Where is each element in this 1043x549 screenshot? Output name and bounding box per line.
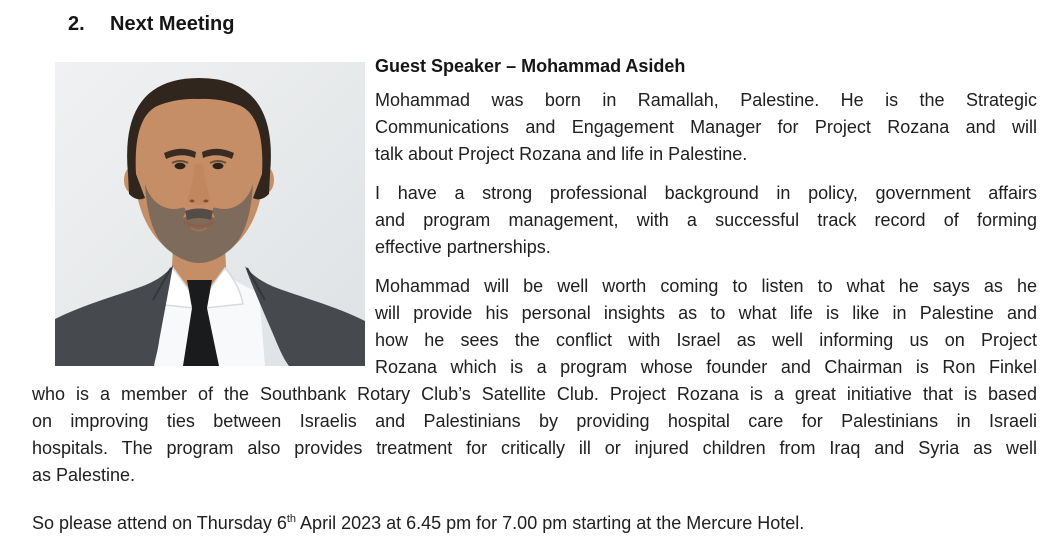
closing-text-end: April 2023 at 6.45 pm for 7.00 pm starting at the Mercure Hotel. xyxy=(296,513,805,533)
text-line: Rozana which is a program whose founder and Chairman is Ron Finkel xyxy=(375,357,1037,377)
eye-left xyxy=(175,163,186,169)
text-line: talk about Project Rozana and life in Palestine. xyxy=(375,144,748,164)
section-title: Next Meeting xyxy=(110,13,235,35)
text-line: effective partnerships. xyxy=(375,237,551,257)
section-number: 2. xyxy=(68,13,85,35)
eye-right xyxy=(213,163,224,169)
text-line: hospitals. The program also provides treatment for critically ill or injured children from Iraq and Syria as well xyxy=(32,438,1037,458)
article xyxy=(32,53,1037,537)
text-line: I have a strong professional background in policy, government affairs xyxy=(375,183,1037,203)
speaker-photo-illustration xyxy=(55,62,365,366)
text-line: on improving ties between Israelis and Palestinians by providing hospital care for Palestinians in Israeli xyxy=(32,411,1037,431)
speaker-heading: Guest Speaker – Mohammad Asideh xyxy=(375,56,686,76)
text-line: Mohammad will be well worth coming to listen to what he says as he xyxy=(375,276,1037,296)
nostril-left xyxy=(190,200,195,203)
text-line: and program management, with a successful track record of forming xyxy=(375,210,1037,230)
text-line: how he sees the conflict with Israel as well informing us on Project xyxy=(375,330,1037,350)
closing-line xyxy=(32,510,1037,537)
text-line: Mohammad was born in Ramallah, Palestine. He is the Strategic xyxy=(375,90,1037,110)
nostril-right xyxy=(204,200,209,203)
text-line: who is a member of the Southbank Rotary Club’s Satellite Club. Project Rozana is a great initiative that is based xyxy=(32,384,1037,404)
section-heading xyxy=(0,0,1043,34)
text-line: Communications and Engagement Manager for Project Rozana and will xyxy=(375,117,1037,137)
speaker-photo xyxy=(55,62,365,366)
closing-text-start: So please attend on Thursday 6 xyxy=(32,513,287,533)
text-line: as Palestine. xyxy=(32,465,136,485)
text-line: will provide his personal insights as to what life is like in Palestine and xyxy=(375,303,1037,323)
ordinal-superscript: th xyxy=(286,513,297,525)
